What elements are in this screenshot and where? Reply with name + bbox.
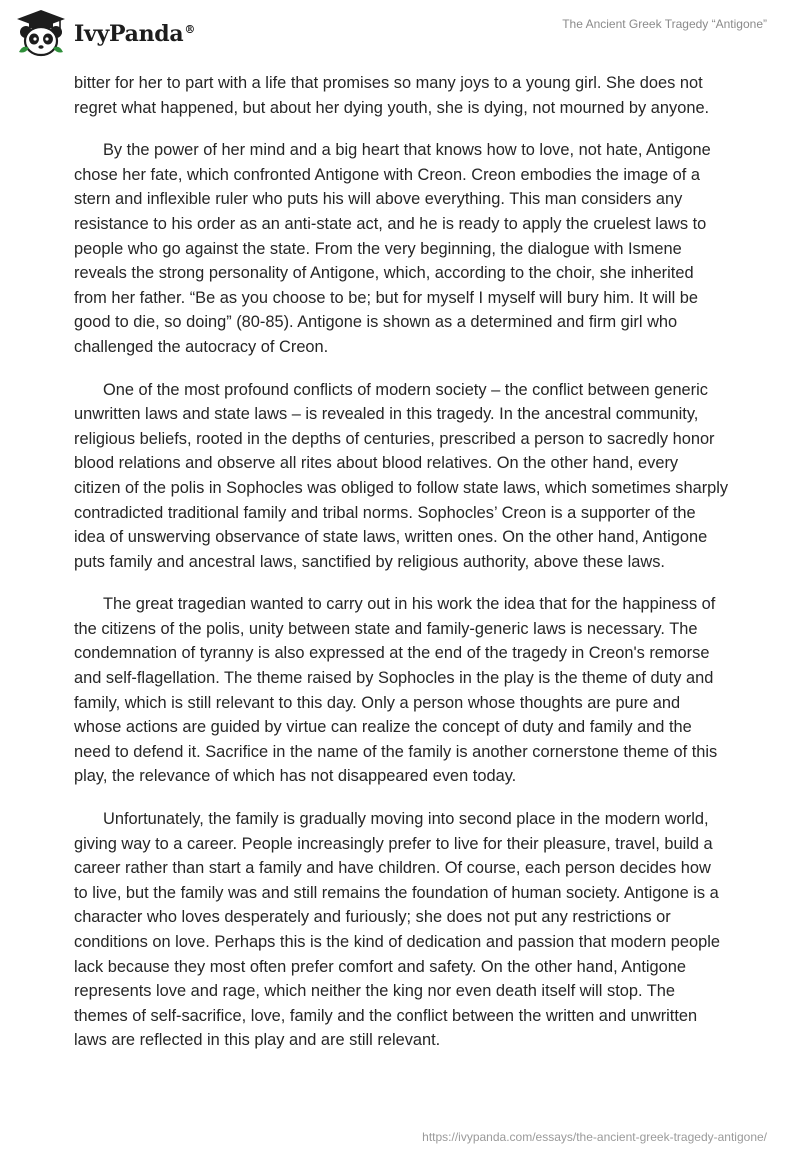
document-title: The Ancient Greek Tragedy “Antigone” [562, 17, 767, 31]
logo-text: IvyPanda® [74, 21, 196, 47]
paragraph: One of the most profound conflicts of modern society – the conflict between generic unwritten laws and state laws – is revealed in this tragedy. In the ancestral community, religious beliefs, rooted in the depths of centuries, prescribed a person to sacredly honor blood relations and observe all rites about blood relatives. On the other hand, every citizen of the polis in Sophocles was obliged to follow state laws, which sometimes sharply contradicted traditional family and tribal norms. Sophocles’ Creon is a supporter of the idea of unswerving observance of state laws, written ones. On the other hand, Antigone puts family and ancestral laws, sanctified by religious authority, above these laws. [74, 380, 729, 571]
essay-body [74, 71, 729, 1053]
ivypanda-logo[interactable] [14, 8, 195, 58]
page-header [0, 0, 800, 70]
source-url[interactable]: https://ivypanda.com/essays/the-ancient-greek-tragedy-antigone/ [422, 1130, 767, 1144]
paragraph: By the power of her mind and a big heart that knows how to love, not hate, Antigone chose her fate, which confronted Antigone with Creon. Creon embodies the image of a stern and inflexible ruler who puts his will above everything. This man considers any resistance to his order as an anti-state act, and he is ready to apply the cruelest laws to people who go against the state. From the very beginning, the dialogue with Ismene reveals the strong personality of Antigone, which, according to the choir, she inherited from her father. “Be as you choose to be; but for myself I myself will bury him. It will be good to die, so doing” (80-85). Antigone is shown as a determined and firm girl who challenged the autocracy of Creon. [74, 141, 711, 356]
paragraph: Unfortunately, the family is gradually moving into second place in the modern world, giving way to a career. People increasingly prefer to live for their pleasure, travel, build a career rather than start a family and have children. Of course, each person decides how to live, but the family was and still remains the foundation of human society. Antigone is a character who loves desperately and furiously; she does not put any restrictions or conditions on love. Perhaps this is the kind of dedication and passion that modern people lack because they most often prefer comfort and safety. On the other hand, Antigone represents love and rage, which neither the king nor even death itself will stop. The themes of self-sacrifice, love, family and the conflict between the written and unwritten laws are reflected in this play and are still relevant. [74, 810, 721, 1050]
panda-graduate-icon [14, 8, 68, 58]
paragraph: The great tragedian wanted to carry out in his work the idea that for the happiness of the citizens of the polis, unity between state and family-generic laws is necessary. The condemnation of tyranny is also expressed at the end of the tragedy in Creon's remorse and self-flagellation. The theme raised by Sophocles in the play is the theme of duty and family, which is still relevant to this day. Only a person whose thoughts are pure and whose actions are guided by virtue can realize the concept of duty and family and the need to defend it. Sacrifice in the name of the family is another cornerstone theme of this play, the relevance of which has not disappeared even today. [74, 595, 718, 786]
paragraph: bitter for her to part with a life that promises so many joys to a young girl. She does not regret what happened, but about her dying youth, she is dying, not mourned by anyone. [74, 74, 710, 117]
